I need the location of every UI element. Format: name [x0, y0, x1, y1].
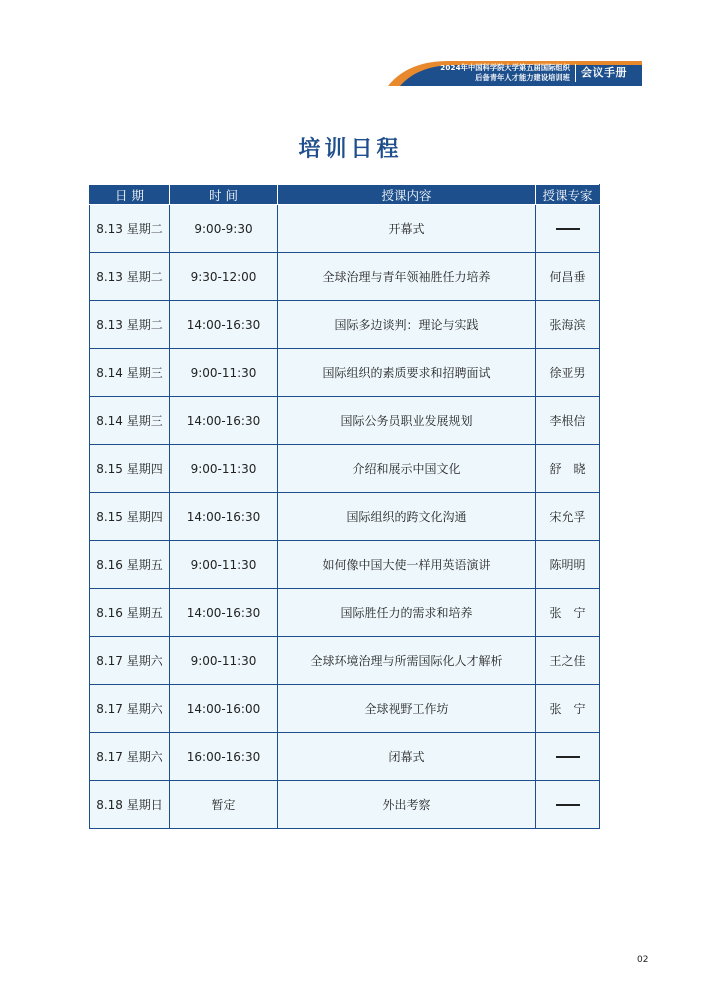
- row-time: 9:00-9:30: [170, 205, 278, 253]
- row-time: 9:00-11:30: [170, 541, 278, 589]
- row-expert: [536, 781, 600, 829]
- row-time: 14:00-16:30: [170, 397, 278, 445]
- table-row: [90, 445, 600, 493]
- row-expert: 舒 晓: [536, 445, 600, 493]
- row-content: 闭幕式: [278, 733, 536, 781]
- row-date: 8.13 星期二: [90, 301, 170, 349]
- row-content: 开幕式: [278, 205, 536, 253]
- table-row: [90, 589, 600, 637]
- row-expert: 李根信: [536, 397, 600, 445]
- page-title: 培训日程: [298, 136, 403, 162]
- row-content: 国际组织的素质要求和招聘面试: [278, 349, 536, 397]
- row-expert: 何昌垂: [536, 253, 600, 301]
- row-date: 8.17 星期六: [90, 685, 170, 733]
- row-date: 8.14 星期三: [90, 397, 170, 445]
- row-time: 14:00-16:00: [170, 685, 278, 733]
- row-date: 8.15 星期四: [90, 493, 170, 541]
- row-content: 全球视野工作坊: [278, 685, 536, 733]
- row-time: 暂定: [170, 781, 278, 829]
- row-date: 8.14 星期三: [90, 349, 170, 397]
- row-expert: 王之佳: [536, 637, 600, 685]
- row-expert: 宋允孚: [536, 493, 600, 541]
- row-expert: 张 宁: [536, 685, 600, 733]
- banner-title-line2: 后备青年人才能力建设培训班: [475, 73, 570, 82]
- table-row: [90, 685, 600, 733]
- table-row: [90, 493, 600, 541]
- row-time: 9:30-12:00: [170, 253, 278, 301]
- row-time: 14:00-16:30: [170, 493, 278, 541]
- row-time: 14:00-16:30: [170, 301, 278, 349]
- table-row: [90, 397, 600, 445]
- row-time: 9:00-11:30: [170, 637, 278, 685]
- row-date: 8.13 星期二: [90, 205, 170, 253]
- row-date: 8.18 星期日: [90, 781, 170, 829]
- row-expert: [536, 733, 600, 781]
- table-row: [90, 253, 600, 301]
- no-expert-dash: [556, 228, 580, 230]
- table-row: [90, 781, 600, 829]
- row-content: 介绍和展示中国文化: [278, 445, 536, 493]
- row-date: 8.16 星期五: [90, 541, 170, 589]
- row-content: 如何像中国大使一样用英语演讲: [278, 541, 536, 589]
- row-date: 8.13 星期二: [90, 253, 170, 301]
- row-content: 国际公务员职业发展规划: [278, 397, 536, 445]
- row-time: 16:00-16:30: [170, 733, 278, 781]
- row-date: 8.15 星期四: [90, 445, 170, 493]
- table-row: [90, 733, 600, 781]
- table-row: [90, 349, 600, 397]
- row-expert: 陈明明: [536, 541, 600, 589]
- page-number: 02: [637, 955, 649, 965]
- row-date: 8.17 星期六: [90, 637, 170, 685]
- table-row: [90, 301, 600, 349]
- table-row: [90, 541, 600, 589]
- row-expert: [536, 205, 600, 253]
- header-banner: [388, 58, 642, 86]
- schedule-table: [89, 184, 600, 829]
- row-content: 国际胜任力的需求和培养: [278, 589, 536, 637]
- header-expert: 授课专家: [536, 185, 600, 205]
- banner-divider: [575, 64, 576, 82]
- row-time: 9:00-11:30: [170, 349, 278, 397]
- header-date: 日 期: [90, 185, 170, 205]
- table-header-row: [90, 185, 600, 205]
- no-expert-dash: [556, 804, 580, 806]
- schedule-body: [90, 205, 600, 829]
- row-content: 全球环境治理与所需国际化人才解析: [278, 637, 536, 685]
- banner-tag: 会议手册: [581, 66, 627, 79]
- row-expert: 张海滨: [536, 301, 600, 349]
- row-content: 外出考察: [278, 781, 536, 829]
- row-date: 8.17 星期六: [90, 733, 170, 781]
- header-time: 时 间: [170, 185, 278, 205]
- row-content: 全球治理与青年领袖胜任力培养: [278, 253, 536, 301]
- row-time: 9:00-11:30: [170, 445, 278, 493]
- row-content: 国际多边谈判：理论与实践: [278, 301, 536, 349]
- table-row: [90, 637, 600, 685]
- row-content: 国际组织的跨文化沟通: [278, 493, 536, 541]
- banner-title-line1: 2024年中国科学院大学第五届国际组织: [440, 63, 570, 72]
- row-time: 14:00-16:30: [170, 589, 278, 637]
- row-expert: 张 宁: [536, 589, 600, 637]
- row-date: 8.16 星期五: [90, 589, 170, 637]
- table-row: [90, 205, 600, 253]
- no-expert-dash: [556, 756, 580, 758]
- header-content: 授课内容: [278, 185, 536, 205]
- row-expert: 徐亚男: [536, 349, 600, 397]
